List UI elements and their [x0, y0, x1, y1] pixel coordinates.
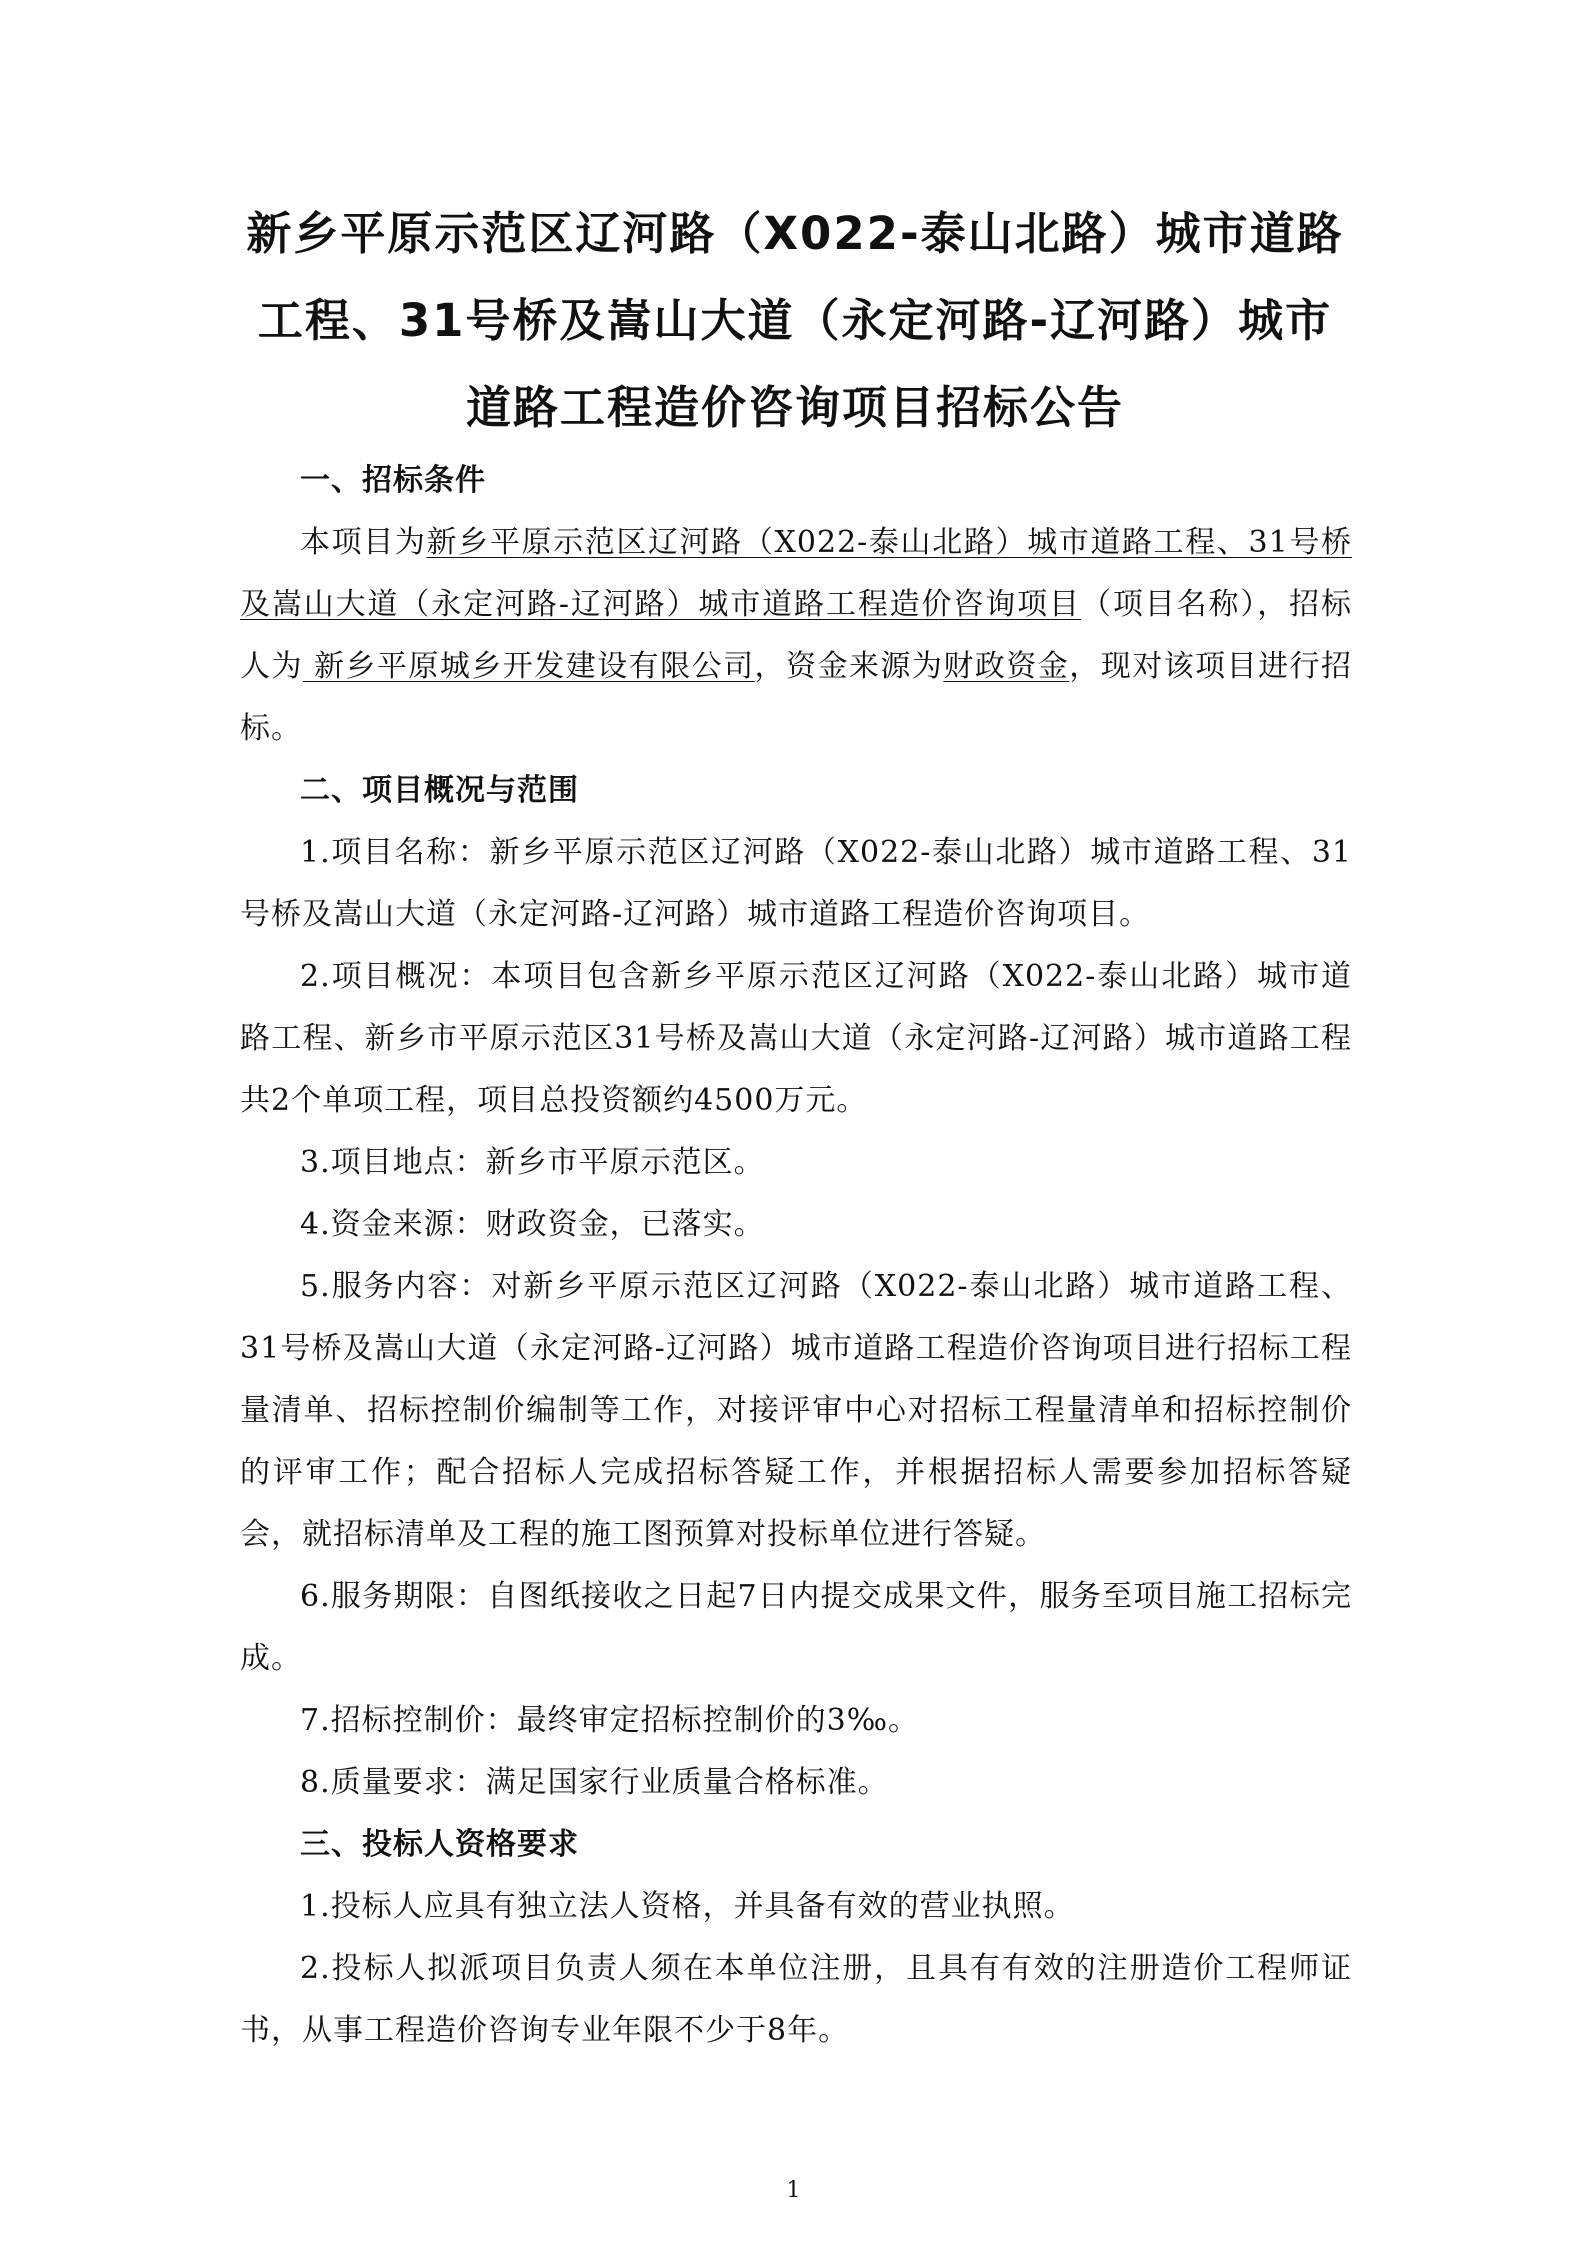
section-heading-tender-conditions: 一、招标条件: [300, 463, 486, 498]
section-heading-project-overview: 二、项目概况与范围: [300, 773, 579, 808]
funding-source-underlined: 财政资金: [943, 649, 1070, 684]
overview-item-service-period: 6.服务期限：自图纸接收之日起7日内提交成果文件，服务至项目施工招标完成。: [240, 1579, 1352, 1676]
text-segment: ，现对该项目进行招标。: [240, 649, 1353, 746]
qualification-item-project-leader: 2.投标人拟派项目负责人须在本单位注册，且具有有效的注册造价工程师证书，从事工程造价咨询专业年限不少于8年。: [240, 1951, 1352, 2048]
overview-item-location: 3.项目地点：新乡市平原示范区。: [300, 1145, 765, 1180]
tenderer-name-underlined: 新乡平原城乡开发建设有限公司: [302, 649, 755, 684]
text-segment: ，资金来源为: [754, 649, 944, 684]
title-line-1: 新乡平原示范区辽河路（X022-泰山北路）城市道路: [246, 207, 1344, 260]
title-line-2: 工程、31号桥及嵩山大道（永定河路-辽河路）城市: [257, 294, 1333, 347]
document-body: [240, 450, 1352, 2062]
text-segment: （项目名称），招标人为: [240, 587, 1353, 684]
tender-conditions-paragraph: [240, 512, 1352, 760]
overview-item-quality: 8.质量要求：满足国家行业质量合格标准。: [300, 1765, 889, 1800]
section-heading-bidder-qualifications: 三、投标人资格要求: [300, 1827, 579, 1862]
text-segment: 本项目为: [300, 525, 427, 560]
qualification-item-legal-entity: 1.投标人应具有独立法人资格，并具备有效的营业执照。: [300, 1889, 1075, 1924]
overview-item-project-name: 1.项目名称：新乡平原示范区辽河路（X022-泰山北路）城市道路工程、31号桥及嵩山大道（永定河路-辽河路）城市道路工程造价咨询项目。: [240, 835, 1352, 932]
page-number: 1: [786, 2178, 801, 2203]
title-line-3: 道路工程造价咨询项目招标公告: [465, 381, 1124, 434]
overview-item-service-content: 5.服务内容：对新乡平原示范区辽河路（X022-泰山北路）城市道路工程、31号桥及嵩山大道（永定河路-辽河路）城市道路工程造价咨询项目进行招标工程量清单、招标控制价编制等工作，对接评审中心对招标工程量清单和招标控制价的评审工作；配合招标人完成招标答疑工作，并根据招标人需要参加招标答疑会，就招标清单及工程的施工图预算对投标单位进行答疑。: [240, 1269, 1352, 1552]
document-title: [230, 190, 1360, 451]
overview-item-funding: 4.资金来源：财政资金，已落实。: [300, 1207, 765, 1242]
overview-item-project-summary: 2.项目概况：本项目包含新乡平原示范区辽河路（X022-泰山北路）城市道路工程、新乡市平原示范区31号桥及嵩山大道（永定河路-辽河路）城市道路工程共2个单项工程，项目总投资额约4500万元。: [240, 959, 1352, 1118]
project-name-underlined: 新乡平原示范区辽河路（X022-泰山北路）城市道路工程、31号桥及嵩山大道（永定河路-辽河路）城市道路工程造价咨询项目: [240, 525, 1352, 622]
overview-item-control-price: 7.招标控制价：最终审定招标控制价的3‰。: [300, 1703, 919, 1738]
